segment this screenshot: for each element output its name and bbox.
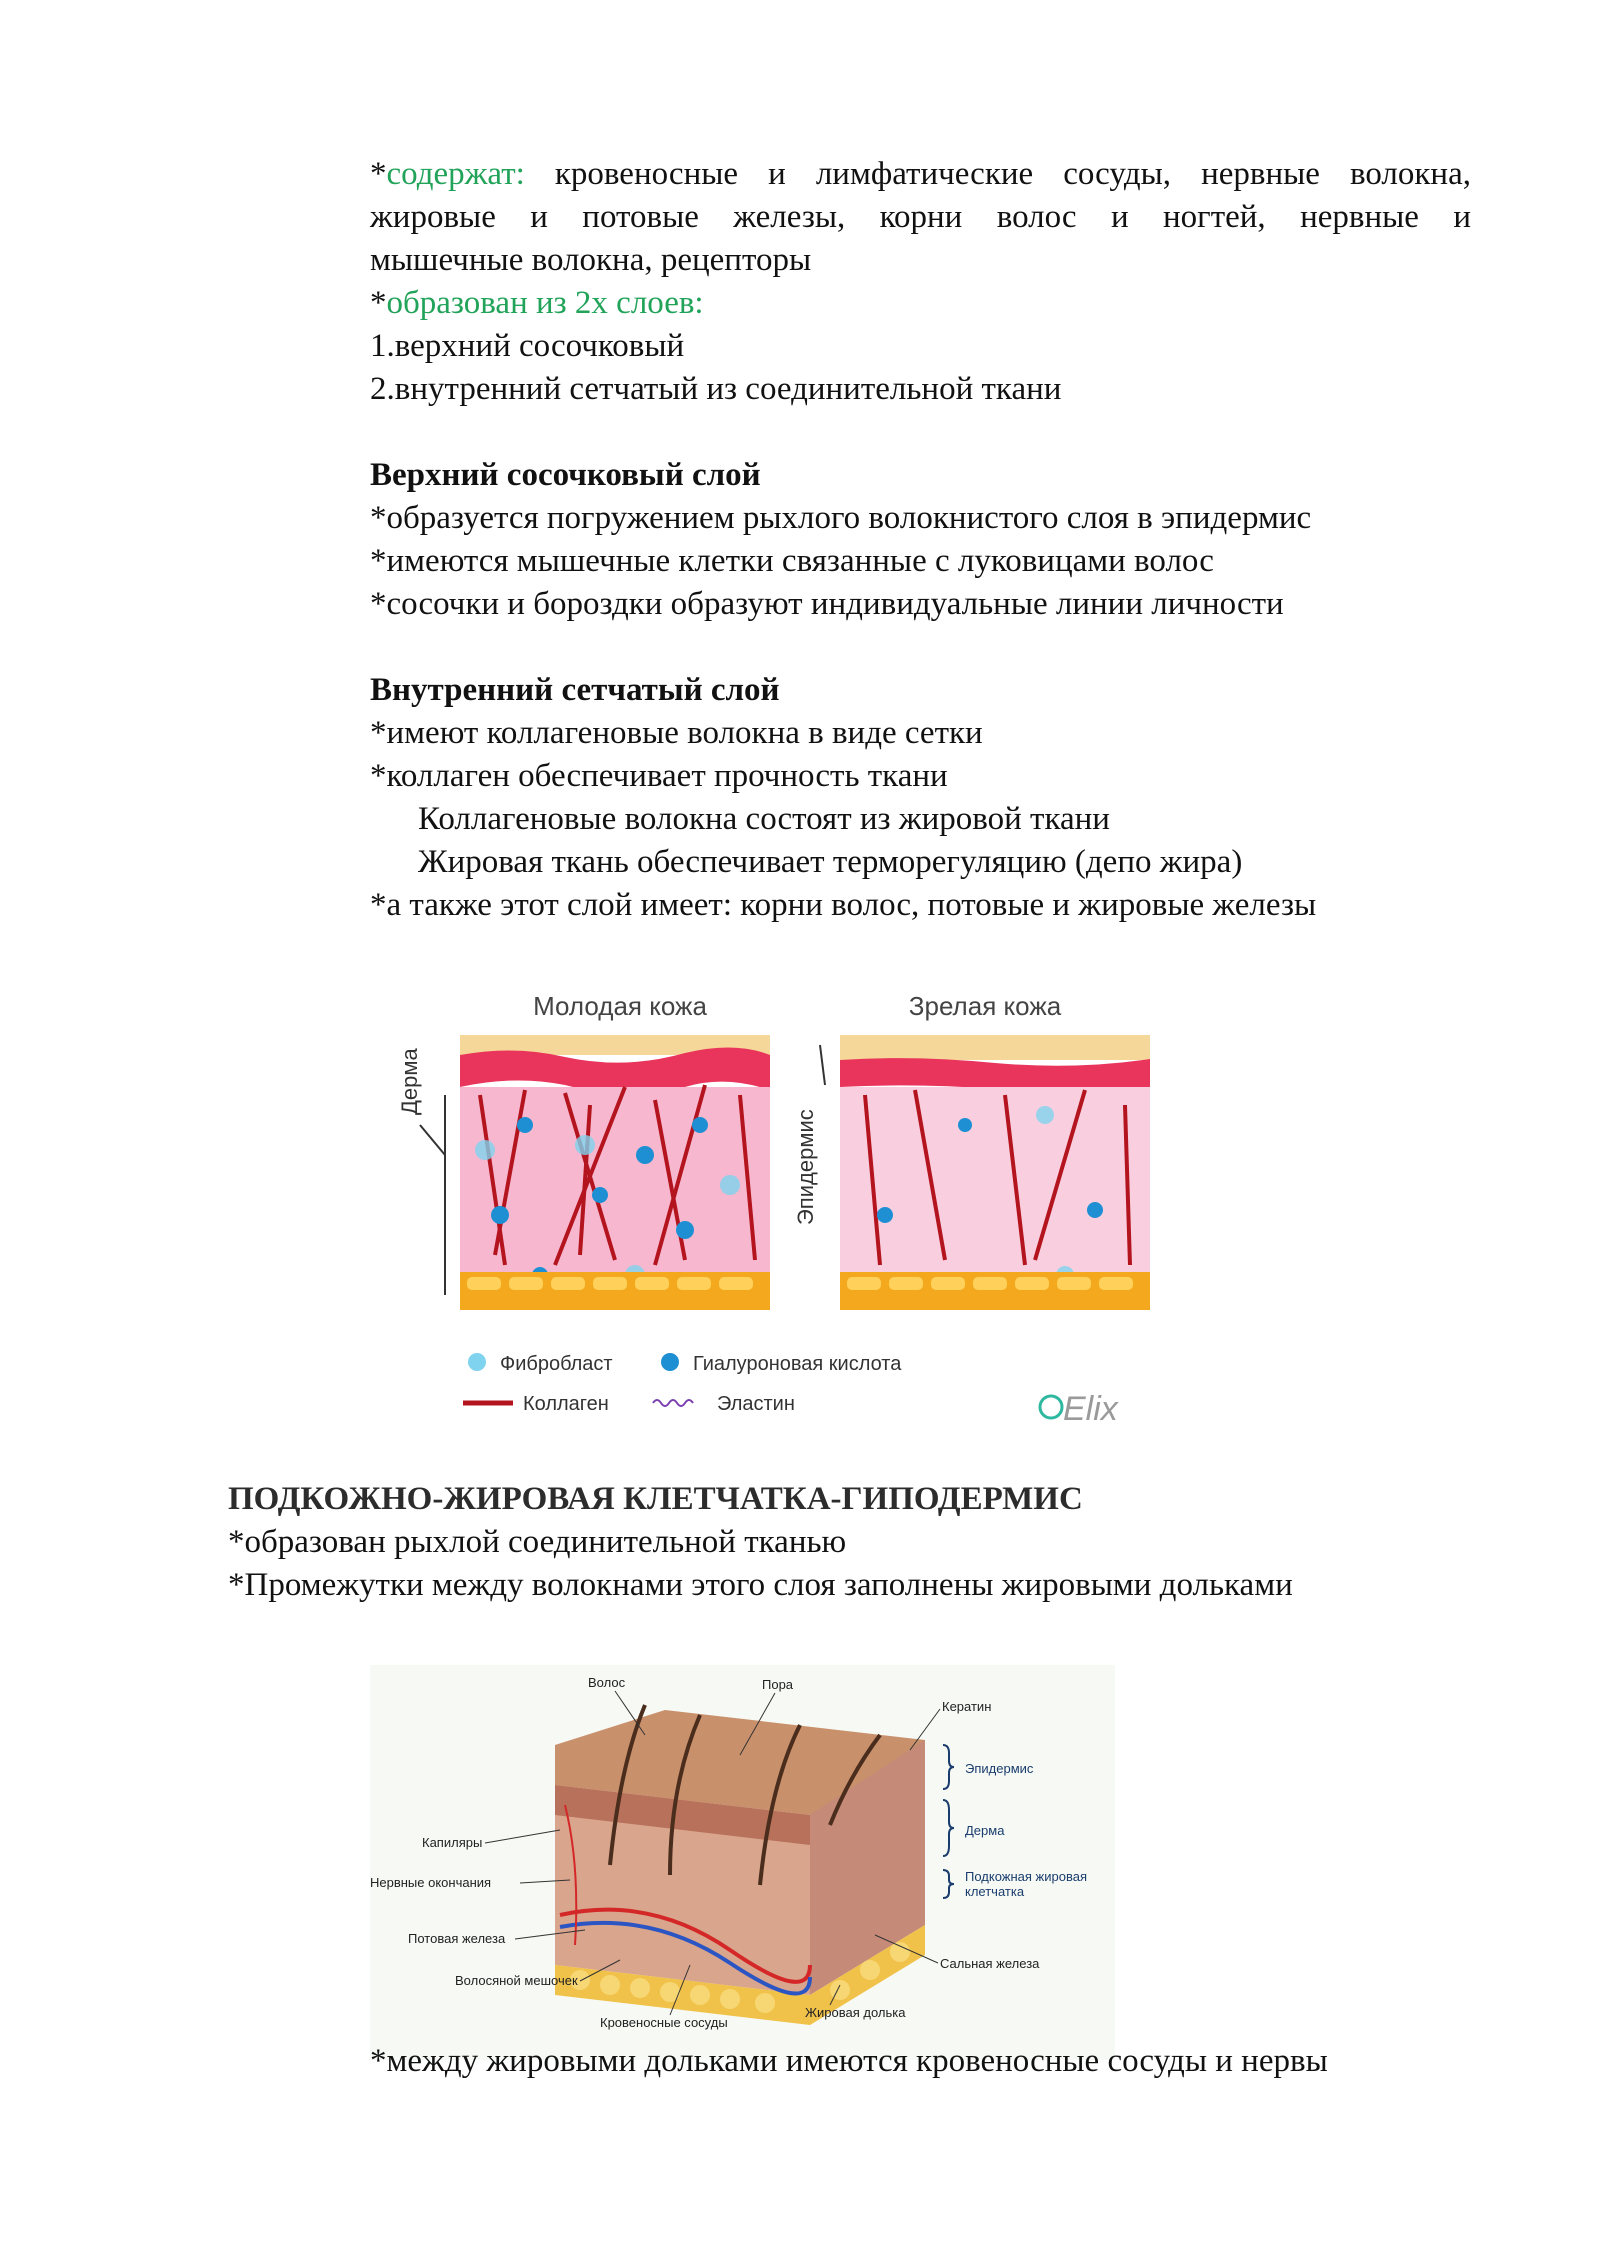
legend-elastin: Эластин bbox=[717, 1393, 795, 1415]
papillary-title: Верхний сосочковый слой bbox=[370, 457, 761, 493]
label-fat-lobule: Жировая долька bbox=[805, 2005, 906, 2020]
label-hair-follicle: Волосяной мешочек bbox=[455, 1973, 578, 1988]
legend-fibroblast: Фибробласт bbox=[500, 1353, 613, 1375]
contains-label: содержат: bbox=[386, 156, 525, 192]
reticular-line-3: Коллагеновые волокна состоят из жировой ткани bbox=[418, 801, 1110, 837]
label-subcutaneous-2: клетчатка bbox=[965, 1884, 1025, 1899]
young-skin-title: Молодая кожа bbox=[533, 991, 707, 1021]
elix-logo: Elix bbox=[1063, 1390, 1118, 1428]
intro-line-4 bbox=[370, 282, 704, 325]
intro-line-2: жировые и потовые железы, корни волос и ногтей, нервные и bbox=[370, 199, 1471, 235]
layers-label: образован из 2х слоев: bbox=[386, 285, 704, 321]
contains-text: кровеносные и лимфатические сосуды, нервные волокна, bbox=[524, 156, 1471, 192]
hypodermis-line-1: *образован рыхлой соединительной тканью bbox=[228, 1524, 847, 1560]
label-sebaceous-gland: Сальная железа bbox=[940, 1956, 1040, 1971]
skin-structure-figure bbox=[370, 1665, 1115, 2060]
label-pore: Пора bbox=[762, 1677, 794, 1692]
label-capillaries: Капиляры bbox=[422, 1835, 483, 1850]
mature-skin-title: Зрелая кожа bbox=[908, 991, 1062, 1021]
reticular-title: Внутренний сетчатый слой bbox=[370, 672, 780, 708]
mature-skin-block bbox=[840, 1035, 1150, 1310]
legend-collagen: Коллаген bbox=[523, 1393, 609, 1415]
derma-label: Дерма bbox=[397, 1048, 422, 1115]
legend-hyaluronic: Гиалуроновая кислота bbox=[693, 1353, 902, 1375]
label-epidermis: Эпидермис bbox=[965, 1761, 1034, 1776]
intro-line-1 bbox=[370, 153, 1471, 196]
label-hair: Волос bbox=[588, 1675, 626, 1690]
reticular-line-4: Жировая ткань обеспечивает терморегуляцию (депо жира) bbox=[418, 844, 1243, 880]
label-nerve-endings: Нервные окончания bbox=[370, 1875, 492, 1890]
label-subcutaneous-1: Подкожная жировая bbox=[965, 1869, 1087, 1884]
reticular-line-1: *имеют коллагеновые волокна в виде сетки bbox=[370, 715, 983, 751]
reticular-line-5: *а также этот слой имеет: корни волос, потовые и жировые железы bbox=[370, 887, 1317, 923]
papillary-line-3: *сосочки и бороздки образуют индивидуальные линии личности bbox=[370, 586, 1284, 622]
label-sweat-gland: Потовая железа bbox=[408, 1931, 506, 1946]
hypodermis-line-2: *Промежутки между волокнами этого слоя заполнены жировыми дольками bbox=[228, 1567, 1293, 1603]
reticular-line-2: *коллаген обеспечивает прочность ткани bbox=[370, 758, 948, 794]
papillary-line-2: *имеются мышечные клетки связанные с луковицами волос bbox=[370, 543, 1214, 579]
label-keratin: Кератин bbox=[942, 1699, 992, 1714]
list-item-1: 1.верхний сосочковый bbox=[370, 328, 685, 364]
label-blood-vessels: Кровеносные сосуды bbox=[600, 2015, 728, 2030]
bullet-star: * bbox=[370, 285, 387, 321]
epidermis-label: Эпидермис bbox=[793, 1109, 818, 1225]
list-item-2: 2.внутренний сетчатый из соединительной ткани bbox=[370, 371, 1062, 407]
young-skin-block bbox=[460, 1035, 770, 1310]
skin-comparison-figure bbox=[385, 975, 1185, 1435]
footer-line: *между жировыми дольками имеются кровеносные сосуды и нервы bbox=[370, 2043, 1328, 2079]
intro-line-3: мышечные волокна, рецепторы bbox=[370, 242, 812, 278]
hypodermis-title: ПОДКОЖНО-ЖИРОВАЯ КЛЕТЧАТКА-ГИПОДЕРМИС bbox=[228, 1481, 1083, 1517]
label-derma: Дерма bbox=[965, 1823, 1005, 1838]
bullet-star: * bbox=[370, 156, 387, 192]
legend bbox=[463, 1353, 902, 1415]
papillary-line-1: *образуется погружением рыхлого волокнистого слоя в эпидермис bbox=[370, 500, 1312, 536]
